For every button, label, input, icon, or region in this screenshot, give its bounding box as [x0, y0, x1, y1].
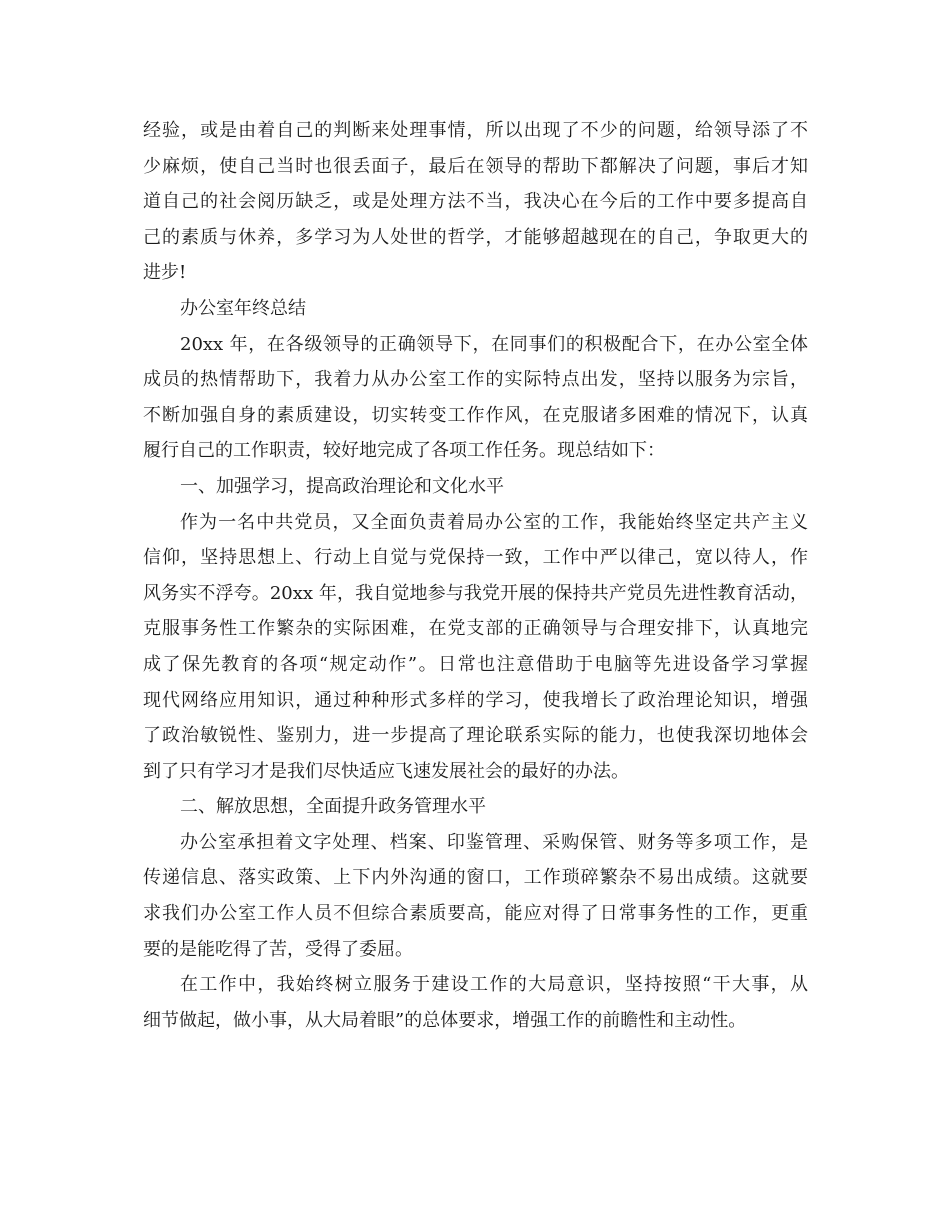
text-line: 细节做起，做小事，从大局着眼”的总体要求，增强工作的前瞻性和主动性。 — [143, 1009, 747, 1031]
text-line: 道自己的社会阅历缺乏，或是处理方法不当，我决心在今后的工作中要多提高自 — [143, 191, 808, 213]
text-line: 求我们办公室工作人员不但综合素质要高，能应对得了日常事务性的工作，更重 — [143, 903, 808, 925]
text-line: 信仰，坚持思想上、行动上自觉与党保持一致，工作中严以律己，宽以待人，作 — [143, 547, 808, 569]
text-line: 二、解放思想，全面提升政务管理水平 — [180, 796, 486, 818]
text-line: 办公室年终总结 — [180, 297, 306, 319]
text-line: 在工作中，我始终树立服务于建设工作的大局意识，坚持按照“干大事，从 — [180, 974, 808, 996]
text-line: 一、加强学习，提高政治理论和文化水平 — [180, 475, 504, 497]
text-line: 履行自己的工作职责，较好地完成了各项工作任务。现总结如下： — [143, 440, 665, 462]
text-line: 成员的热情帮助下，我着力从办公室工作的实际特点出发，坚持以服务为宗旨， — [143, 369, 808, 391]
document-body — [143, 113, 808, 1038]
text-line: 己的素质与休养，多学习为人处世的哲学，才能够超越现在的自己，争取更大的 — [143, 226, 808, 248]
text-line: 不断加强自身的素质建设，切实转变工作作风，在克服诸多困难的情况下，认真 — [143, 404, 808, 426]
text-line: 现代网络应用知识，通过种种形式多样的学习，使我增长了政治理论知识，增强 — [143, 689, 808, 711]
text-line: 进步! — [143, 262, 187, 284]
text-line: 成了保先教育的各项“规定动作”。日常也注意借助于电脑等先进设备学习掌握 — [143, 653, 808, 675]
text-line: 作为一名中共党员，又全面负责着局办公室的工作，我能始终坚定共产主义 — [180, 511, 808, 533]
text-line: 传递信息、落实政策、上下内外沟通的窗口，工作琐碎繁杂不易出成绩。这就要 — [143, 867, 808, 889]
text-line: 了政治敏锐性、鉴别力，进一步提高了理论联系实际的能力，也使我深切地体会 — [143, 725, 808, 747]
text-line: 办公室承担着文字处理、档案、印鉴管理、采购保管、财务等多项工作，是 — [180, 831, 808, 853]
text-line: 20xx 年，在各级领导的正确领导下，在同事们的积极配合下，在办公室全体 — [180, 333, 808, 355]
text-line: 风务实不浮夸。20xx 年，我自觉地参与我党开展的保持共产党员先进性教育活动， — [143, 582, 808, 604]
text-line: 少麻烦，使自己当时也很丢面子，最后在领导的帮助下都解决了问题，事后才知 — [143, 155, 808, 177]
text-line: 克服事务性工作繁杂的实际困难，在党支部的正确领导与合理安排下，认真地完 — [143, 618, 808, 640]
text-line: 到了只有学习才是我们尽快适应飞速发展社会的最好的办法。 — [143, 760, 629, 782]
text-line: 要的是能吃得了苦，受得了委屈。 — [143, 938, 413, 960]
text-line: 经验，或是由着自己的判断来处理事情，所以出现了不少的问题，给领导添了不 — [143, 120, 808, 141]
